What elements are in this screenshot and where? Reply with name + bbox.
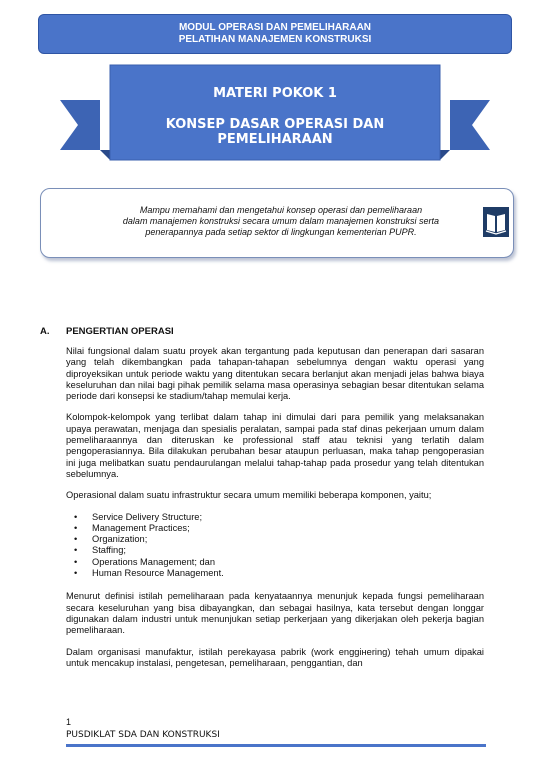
footer-divider <box>66 744 486 747</box>
objective-line3: penerapannya pada setiap sektor di lingkungan kementerian PUPR. <box>145 227 417 237</box>
objective-text <box>81 205 481 238</box>
paragraph-4: Menurut definisi istilah pemeliharaan pada kenyataannya menunjuk kepada fungsi pemeliharaan secara keseluruhan yang bisa dibayangkan, dan sebagai hasilnya, kata tersebut dengan longgar digunakan dalam industri untuk menunjukan setiap perkerjaan yang dikerjakan oleh pekerja bagian pemeliharaan. <box>66 591 484 636</box>
header-line2: PELATIHAN MANAJEMEN KONSTRUKSI <box>178 34 372 45</box>
banner-title-line2: KONSEP DASAR OPERASI DAN PEMELIHARAAN <box>165 117 385 147</box>
list-item: • Human Resource Management. <box>82 568 484 579</box>
list-item: • Operations Management; dan <box>82 557 484 568</box>
banner-title <box>110 78 440 147</box>
banner-title-line1: MATERI POKOK 1 <box>213 86 337 101</box>
objective-box <box>40 188 514 258</box>
paragraph-5: Dalam organisasi manufaktur, istilah perekayasa pabrik (work enggінering) tehah umum dipakai untuk mencakup instalasi, pengetesan, pemeliharaan, penggantian, dan <box>66 646 484 668</box>
list-item: • Organization; <box>82 534 484 545</box>
module-header <box>38 14 512 54</box>
book-icon <box>483 207 509 237</box>
paragraph-1: Nilai fungsional dalam suatu proyek akan tergantung pada keputusan dan penerapan dari sasaran yang telah dikembangkan pada tahapan-tahapan sebelumnya dengan waktu operasi yang diproyeksikan untuk periode waktu yang ditentukan secara berlanjut akan menjadi jelas bahwa biaya keseluruhan dan nilai bagi pihak pemilik selama masa operasinya sebagian besar ditentukan selama periode dari konsepsi ke stadium/tahap memulai kerja. <box>66 346 484 402</box>
paragraph-2: Kolompok-kelompok yang terlibat dalam tahap ini dimulai dari para pemilik yang melaksanakan upaya perawatan, menjaga dan spesialis peralatan, sampai pada staf dinas pekerjaan umum dalam pemeliharaannya dan diteruskan ke professional staff atau teknisi yang terlatih dalam pengoperasiannya. Bila dilakukan perubahan besar ataupun perluasan, maka tahap pengoperasian ini juga melibatkan suatu pendaurulangan melalui tahap-tahap pada prosedur yang telah ditentukan sebelumnya. <box>66 412 484 479</box>
page-number: 1 <box>66 717 72 727</box>
section-letter: A. <box>40 326 50 337</box>
list-item: • Management Practices; <box>82 523 484 534</box>
topic-banner <box>60 60 490 170</box>
section-title: PENGERTIAN OPERASI <box>66 326 174 337</box>
objective-line2: dalam manajemen konstruksi secara umum dalam manajemen konstruksi serta <box>122 216 440 226</box>
body-content <box>66 326 484 679</box>
paragraph-3: Operasional dalam suatu infrastruktur secara umum memiliki beberapa komponen, yaitu; <box>66 490 432 501</box>
list-item: • Service Delivery Structure; <box>82 512 484 523</box>
header-line1: MODUL OPERASI DAN PEMELIHARAAN <box>178 22 372 33</box>
footer-text: PUSDIKLAT SDA DAN KONSTRUKSI <box>66 730 220 740</box>
list-item: • Staffing; <box>82 545 484 556</box>
components-list <box>66 512 484 580</box>
objective-line1: Mampu memahami dan mengetahui konsep operasi dan pemeliharaan <box>139 205 423 215</box>
